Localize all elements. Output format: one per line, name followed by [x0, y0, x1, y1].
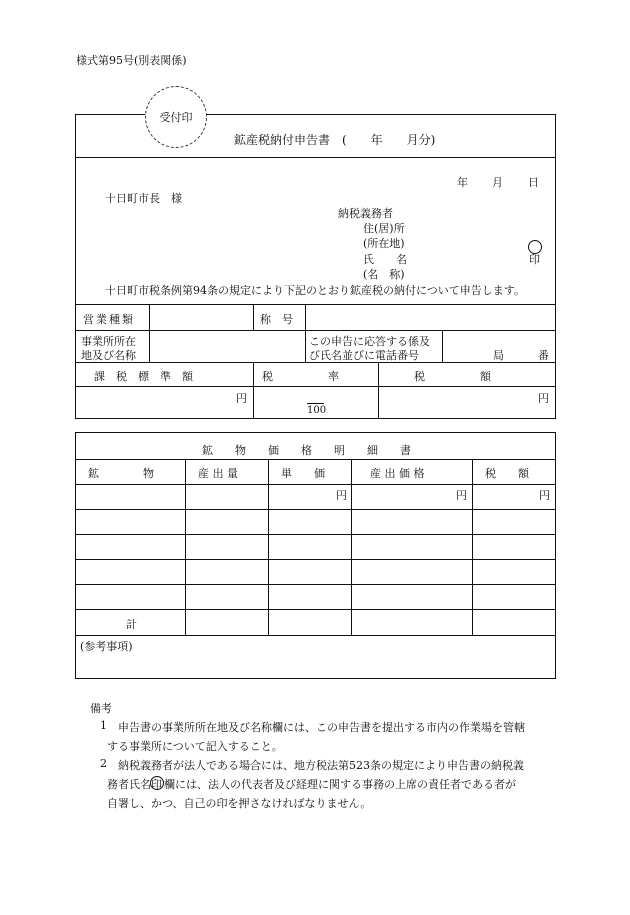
- column-divider: [351, 459, 352, 635]
- address-label: 住(居)所: [363, 222, 405, 235]
- column-header-tax: 税 額: [485, 467, 529, 480]
- rate-denominator: 100: [307, 405, 327, 416]
- row-divider: [76, 584, 555, 585]
- contact-label-line2: び氏名並びに電話番号: [309, 349, 419, 362]
- row-divider: [76, 330, 555, 331]
- column-header-unit-price: 単 価: [281, 467, 325, 480]
- remark-2-seal-mark: 印: [151, 778, 162, 791]
- column-divider: [253, 362, 254, 418]
- corporate-name-label: (名 称): [363, 268, 405, 281]
- tax-yen: 円: [539, 489, 550, 502]
- declaration-text: 十日町市税条例第94条の規定により下記のとおり鉱産税の納付について申告します。: [105, 284, 525, 297]
- output-value-yen: 円: [456, 489, 467, 502]
- remark-1-line1: 申告書の事業所所在地及び名称欄には、この申告書を提出する市内の作業場を管轄: [118, 721, 525, 734]
- remark-1-number: 1: [100, 719, 107, 732]
- column-header-output-quantity: 産 出 量: [198, 467, 238, 480]
- column-divider: [253, 304, 254, 330]
- remark-2-line2-start: 務者氏名: [107, 778, 151, 791]
- date-day-label: 日: [528, 176, 539, 189]
- remark-2-number: 2: [100, 757, 107, 770]
- unit-price-yen: 円: [336, 489, 347, 502]
- column-divider: [378, 362, 379, 418]
- row-divider: [76, 635, 555, 636]
- statement-title: 鉱 物 価 格 明 細 書: [202, 444, 411, 457]
- tax-base-header: 課 税 標 準 額: [94, 370, 193, 383]
- addressee: 十日町市長 様: [105, 192, 182, 205]
- contact-label-line1: この申告に応答する係及: [309, 335, 430, 348]
- row-divider: [76, 386, 555, 387]
- tax-rate-header: 税 率: [262, 370, 339, 383]
- office-location-label-line1: 事業所所在: [81, 335, 136, 348]
- tax-amount-yen: 円: [538, 392, 549, 405]
- title-divider: [76, 157, 555, 158]
- column-divider: [442, 330, 443, 362]
- column-divider: [185, 459, 186, 635]
- column-divider: [305, 304, 306, 362]
- taxpayer-label: 納税義務者: [338, 207, 393, 220]
- form-title: 鉱産税納付申告書 ( 年 月分): [234, 133, 436, 147]
- number-label: 番: [538, 349, 549, 362]
- tax-amount-header: 税 額: [414, 370, 491, 383]
- form-number: 様式第95号(別表関係): [76, 54, 187, 67]
- remarks-heading: 備考: [90, 702, 112, 715]
- row-divider: [76, 509, 555, 510]
- row-divider: [76, 459, 555, 460]
- remark-2-line3: 自署し、かつ、自己の印を押さなければなりません。: [107, 797, 372, 810]
- location-label: (所在地): [363, 237, 405, 250]
- bureau-label: 局: [493, 349, 504, 362]
- row-divider: [76, 484, 555, 485]
- column-header-mineral: 鉱 物: [88, 467, 154, 480]
- column-divider: [149, 304, 150, 362]
- total-label: 計: [126, 618, 137, 631]
- remark-2-line1: 納税義務者が法人である場合には、地方税法第523条の規定により申告書の納税義: [118, 759, 524, 772]
- fraction-bar: [307, 403, 324, 404]
- column-header-output-value: 産 出 価 格: [370, 467, 425, 480]
- tax-base-yen: 円: [236, 392, 247, 405]
- reception-stamp-label: 受付印: [159, 111, 193, 124]
- column-divider: [268, 459, 269, 635]
- notes-label: (参考事項): [80, 640, 133, 653]
- office-location-label-line2: 地及び名称: [81, 349, 136, 362]
- row-divider: [76, 609, 555, 610]
- business-name-label: 称 号: [260, 313, 293, 326]
- remark-2-line2-end: 欄には、法人の代表者及び経理に関する事務の上席の責任者である者が: [164, 778, 516, 791]
- name-label: 氏 名: [363, 253, 407, 266]
- date-month-label: 月: [492, 176, 503, 189]
- column-divider: [472, 459, 473, 635]
- reception-stamp-area: [145, 86, 207, 148]
- date-year-label: 年: [457, 176, 468, 189]
- row-divider: [76, 559, 555, 560]
- seal-mark: 印: [529, 253, 540, 266]
- business-type-label: 営業種類: [83, 313, 135, 326]
- row-divider: [76, 304, 555, 305]
- row-divider: [76, 534, 555, 535]
- remark-1-line2: する事業所について記入すること。: [107, 740, 283, 753]
